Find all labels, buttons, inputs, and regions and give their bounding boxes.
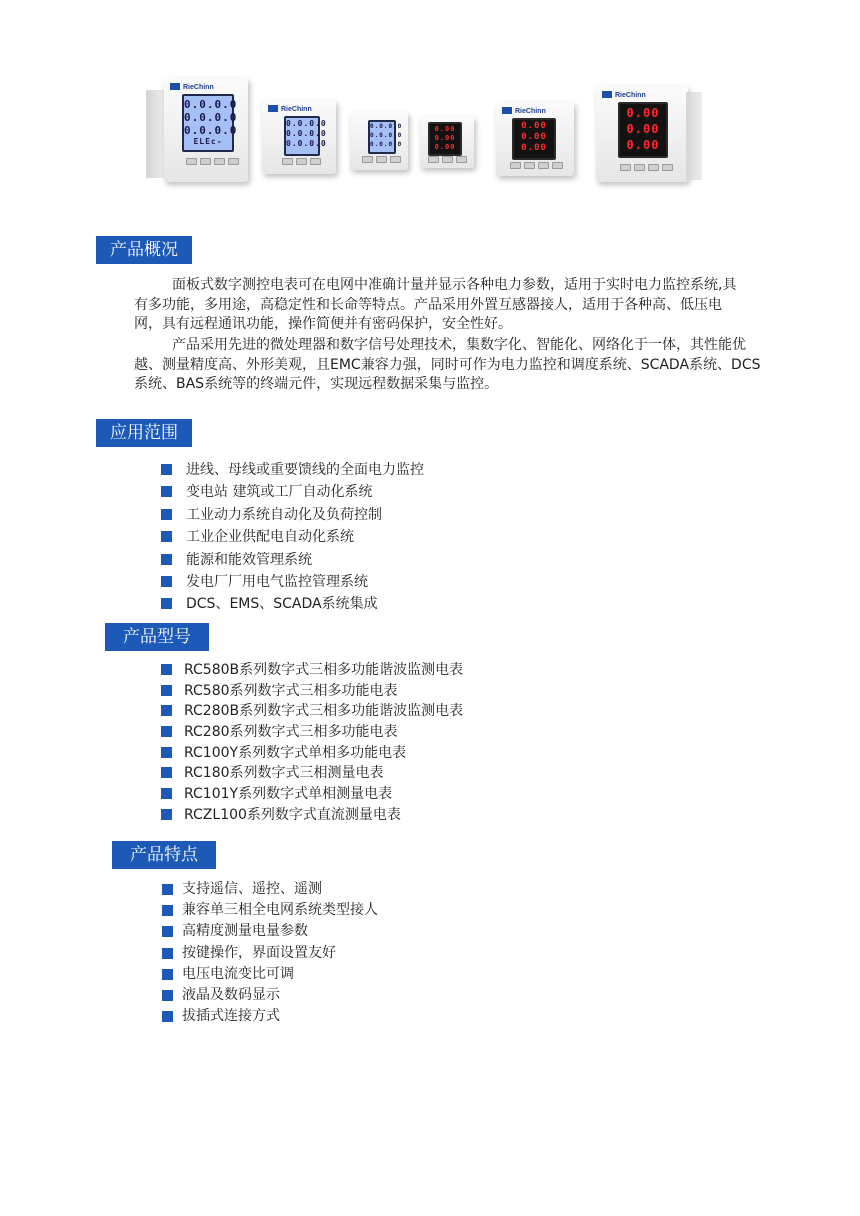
list-item: 工业企业供配电自动化系统 [160,526,424,548]
overview-paragraph-2: 产品采用先进的微处理器和数字信号处理技术，集数字化、智能化、网络化于一体，其性能优越、测量精度高、外形美观，且EMC兼容力强，同时可作为电力监控和调度系统、SCADA系统、DCS系统、BAS系统等的终端元件，实现远程数据采集与监控。 [134,337,761,392]
list-item: RC280系列数字式三相多功能电表 [160,722,463,743]
meter-led-screen [618,102,668,158]
list-item: RC101Y系列数字式单相测量电表 [160,784,463,805]
led-reading-1: 0.00 [434,125,456,133]
list-item: 发电厂厂用电气监控管理系统 [160,571,424,593]
meter-buttons [362,156,401,163]
meter-led-large [596,86,688,182]
meter-lcd-screen [182,94,238,152]
meter-brand-label: RieChinn [502,107,546,115]
product-photo-strip [0,0,860,200]
list-item: RC580系列数字式三相多功能电表 [160,681,463,702]
meter-led-screen [428,122,462,156]
list-item: 能源和能效管理系统 [160,549,424,571]
led-reading-2: 0.00 [626,122,660,136]
list-item: 电压电流变比可调 [162,964,378,985]
lcd-reading-2: 0.0.0.0 [370,132,403,139]
lcd-reading-3: 0.0.0.0 [286,139,327,148]
lcd-reading-3: 0.0.0.0 [370,141,403,148]
applications-list [160,459,424,616]
lcd-reading-1: 0.0.0.0 [370,123,403,130]
lcd-reading-2: 0.0.0.0 [286,129,327,138]
meter-brand-label: RieChinn [602,91,646,99]
led-reading-1: 0.00 [626,106,660,120]
section-title-models: 产品型号 [105,623,209,651]
meter-lcd-large [164,78,248,182]
meter-buttons [282,158,321,165]
meter-lcd-small [350,112,408,170]
list-item: 工业动力系统自动化及负荷控制 [160,504,424,526]
meter-brand-label: RieChinn [268,105,312,113]
list-item: RC580B系列数字式三相多功能谐波监测电表 [160,660,463,681]
section-title-overview: 产品概况 [96,236,192,264]
led-reading-1: 0.00 [521,121,547,131]
list-item: DCS、EMS、SCADA系统集成 [160,593,424,615]
lcd-label: ELEc- [193,137,223,146]
meter-6-side [686,92,702,180]
meter-led-small [420,116,474,168]
list-item: 液晶及数码显示 [162,985,378,1006]
meter-lcd-screen [284,116,327,156]
meter-brand-label: RieChinn [170,83,214,91]
meter-buttons [620,164,673,171]
list-item: 兼容单三相全电网系统类型接人 [162,900,378,921]
list-item: RCZL100系列数字式直流测量电表 [160,805,463,826]
lcd-reading-2: 0.0.0.0 [184,111,238,124]
list-item: 按键操作，界面设置友好 [162,943,378,964]
meter-1-side [146,90,166,178]
led-reading-3: 0.00 [521,143,547,153]
meter-buttons [186,158,239,165]
models-list [160,660,463,826]
section-title-applications: 应用范围 [96,419,192,447]
overview-paragraph-1: 面板式数字测控电表可在电网中准确计量并显示各种电力参数，适用于实时电力监控系统,具有多功能，多用途，高稳定性和长命等特点。产品采用外置互感器接人，适用于各种高、低压电网，具有远程通讯功能，操作简便并有密码保护，安全性好。 [134,277,737,332]
meter-lcd-screen [368,120,403,154]
meter-buttons [510,162,563,169]
list-item: 高精度测量电量参数 [162,921,378,942]
lcd-reading-3: 0.0.0.0 [184,124,238,137]
lcd-reading-1: 0.0.0.0 [184,98,238,111]
features-list [162,879,378,1027]
meter-lcd-medium [262,100,336,174]
led-reading-3: 0.00 [626,138,660,152]
meter-buttons [428,156,467,163]
lcd-reading-1: 0.0.0.0 [286,119,327,128]
list-item: 支持遥信、遥控、遥测 [162,879,378,900]
list-item: 拔插式连接方式 [162,1006,378,1027]
led-reading-2: 0.00 [521,132,547,142]
meter-led-screen [512,118,556,160]
list-item: 进线、母线或重要馈线的全面电力监控 [160,459,424,481]
list-item: 变电站 建筑或工厂自动化系统 [160,481,424,503]
list-item: RC280B系列数字式三相多功能谐波监测电表 [160,701,463,722]
meter-led-medium [496,102,574,176]
led-reading-2: 0.00 [434,134,456,142]
list-item: RC180系列数字式三相测量电表 [160,763,463,784]
list-item: RC100Y系列数字式单相多功能电表 [160,743,463,764]
led-reading-3: 0.00 [434,143,456,151]
section-title-features: 产品特点 [112,841,216,869]
